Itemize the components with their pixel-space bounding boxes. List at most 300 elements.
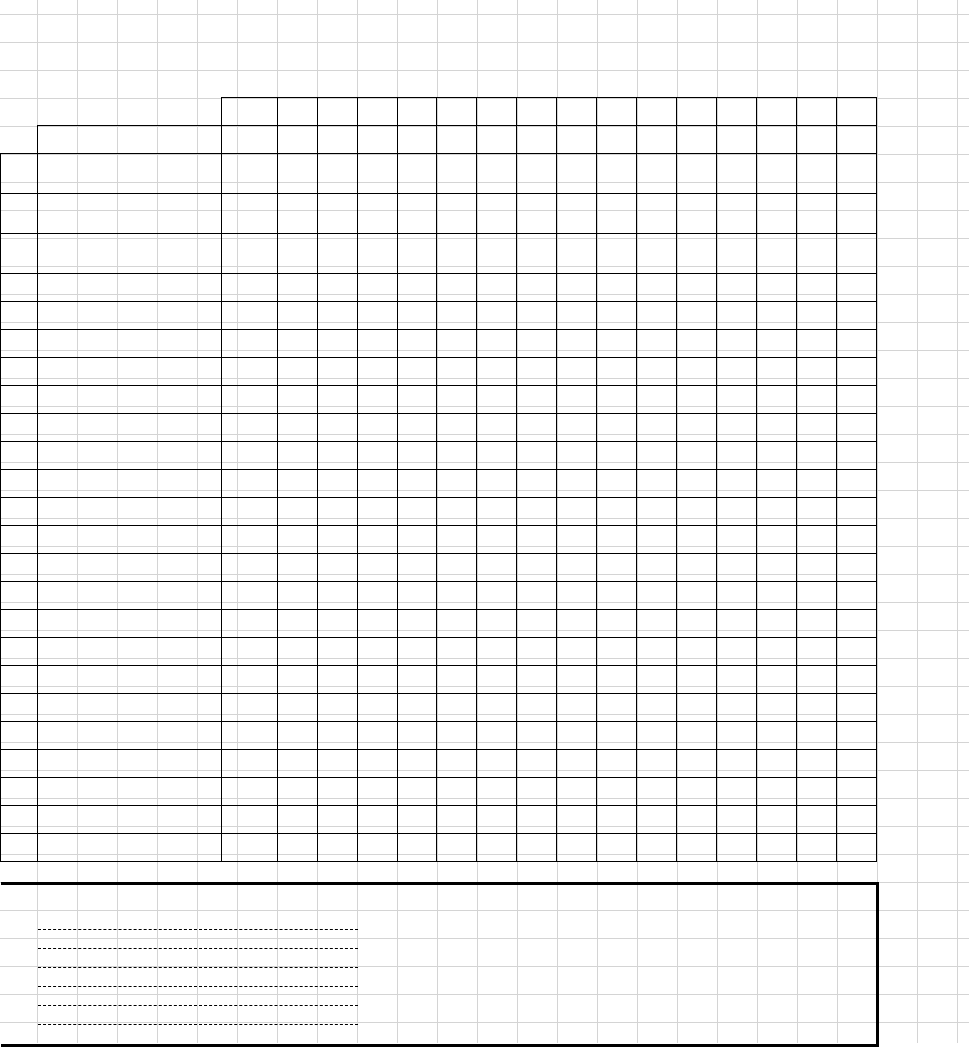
score-cell (517, 722, 557, 750)
score-cell (677, 330, 717, 358)
score-cell (637, 610, 677, 638)
name-cell (37, 194, 221, 234)
score-cell (837, 234, 877, 274)
score-cell (597, 442, 637, 470)
score-cell (797, 470, 837, 498)
score-cell (717, 806, 757, 834)
score-cell (317, 750, 357, 778)
score-cell (637, 154, 677, 194)
score-cell (477, 806, 517, 834)
rank-cell (1, 442, 38, 470)
score-cell (597, 610, 637, 638)
score-cell (557, 582, 597, 610)
mvp-table (0, 97, 969, 862)
score-cell (757, 694, 797, 722)
score-cell (717, 386, 757, 414)
name-cell (37, 470, 221, 498)
score-cell (397, 414, 437, 442)
header-spacer (876, 98, 968, 126)
score-cell (437, 694, 477, 722)
score-cell (477, 386, 517, 414)
score-cell (397, 834, 437, 862)
score-cell (357, 302, 397, 330)
score-cell (477, 274, 517, 302)
score-cell (317, 834, 357, 862)
table-row (1, 330, 969, 358)
score-cell (317, 234, 357, 274)
score-cell (397, 330, 437, 358)
total-cell (221, 414, 277, 442)
score-cell (277, 358, 317, 386)
score-cell (717, 526, 757, 554)
score-cell (637, 442, 677, 470)
score-cell (277, 234, 317, 274)
table-row (1, 526, 969, 554)
score-cell (757, 722, 797, 750)
note-cell (876, 498, 968, 526)
score-cell (517, 610, 557, 638)
rank-cell (1, 302, 38, 330)
score-cell (317, 498, 357, 526)
score-cell (477, 194, 517, 234)
score-cell (597, 666, 637, 694)
score-cell (277, 778, 317, 806)
page-title (85, 10, 165, 80)
note-cell (876, 610, 968, 638)
score-cell (517, 442, 557, 470)
score-cell (717, 722, 757, 750)
score-cell (357, 274, 397, 302)
name-cell (37, 414, 221, 442)
rank-cell (1, 358, 38, 386)
score-cell (397, 234, 437, 274)
table-row (1, 694, 969, 722)
score-cell (557, 778, 597, 806)
column-header-top (437, 98, 477, 126)
score-cell (317, 694, 357, 722)
score-cell (277, 154, 317, 194)
table-row (1, 750, 969, 778)
table-row (1, 582, 969, 610)
column-header-bottom (437, 126, 477, 154)
score-cell (757, 554, 797, 582)
score-cell (757, 834, 797, 862)
column-header-bottom (221, 126, 277, 154)
note-cell (876, 526, 968, 554)
score-cell (277, 442, 317, 470)
score-cell (797, 778, 837, 806)
score-cell (317, 154, 357, 194)
score-cell (557, 554, 597, 582)
score-cell (357, 526, 397, 554)
note-cell (876, 234, 968, 274)
score-cell (357, 154, 397, 194)
score-cell (317, 442, 357, 470)
score-cell (397, 554, 437, 582)
score-cell (557, 638, 597, 666)
name-cell (37, 750, 221, 778)
score-cell (277, 498, 317, 526)
score-cell (277, 330, 317, 358)
score-cell (397, 470, 437, 498)
score-cell (597, 358, 637, 386)
score-cell (757, 414, 797, 442)
total-cell (221, 302, 277, 330)
rank-cell (1, 722, 38, 750)
score-cell (717, 302, 757, 330)
score-cell (757, 582, 797, 610)
score-cell (277, 806, 317, 834)
score-cell (597, 638, 637, 666)
score-cell (317, 554, 357, 582)
name-cell (37, 498, 221, 526)
score-cell (677, 470, 717, 498)
score-cell (517, 582, 557, 610)
note-cell (876, 582, 968, 610)
score-cell (277, 610, 317, 638)
score-cell (757, 302, 797, 330)
score-cell (477, 302, 517, 330)
table-row (1, 638, 969, 666)
name-cell (37, 638, 221, 666)
score-cell (717, 358, 757, 386)
score-cell (637, 834, 677, 862)
score-cell (757, 666, 797, 694)
score-cell (677, 358, 717, 386)
note-cell (876, 154, 968, 194)
score-cell (677, 638, 717, 666)
score-cell (797, 154, 837, 194)
total-cell (221, 610, 277, 638)
score-cell (357, 750, 397, 778)
table-row (1, 274, 969, 302)
score-cell (837, 638, 877, 666)
score-cell (477, 694, 517, 722)
total-cell (221, 638, 277, 666)
score-cell (757, 610, 797, 638)
score-cell (597, 330, 637, 358)
total-cell (221, 330, 277, 358)
score-cell (597, 498, 637, 526)
total-cell (221, 694, 277, 722)
score-cell (437, 554, 477, 582)
score-cell (397, 778, 437, 806)
score-cell (397, 750, 437, 778)
table-row (1, 554, 969, 582)
column-header-top (221, 98, 277, 126)
table-row (1, 778, 969, 806)
column-header-top (637, 98, 677, 126)
score-cell (277, 274, 317, 302)
score-cell (397, 358, 437, 386)
score-cell (357, 442, 397, 470)
score-cell (597, 554, 637, 582)
table-row (1, 194, 969, 234)
score-cell (397, 694, 437, 722)
total-cell (221, 582, 277, 610)
column-header-top (717, 98, 757, 126)
score-cell (837, 330, 877, 358)
score-cell (717, 778, 757, 806)
score-cell (277, 750, 317, 778)
score-cell (797, 498, 837, 526)
score-cell (437, 806, 477, 834)
column-header-bottom (557, 126, 597, 154)
score-cell (477, 666, 517, 694)
rank-cell (1, 610, 38, 638)
score-cell (597, 386, 637, 414)
score-cell (597, 470, 637, 498)
score-cell (437, 442, 477, 470)
score-cell (317, 610, 357, 638)
score-cell (797, 554, 837, 582)
score-cell (677, 274, 717, 302)
score-cell (477, 330, 517, 358)
score-cell (357, 554, 397, 582)
table-row (1, 498, 969, 526)
score-cell (797, 386, 837, 414)
column-header-bottom (477, 126, 517, 154)
score-cell (557, 498, 597, 526)
score-cell (717, 834, 757, 862)
score-cell (717, 610, 757, 638)
score-cell (597, 526, 637, 554)
name-cell (37, 234, 221, 274)
column-header-bottom (677, 126, 717, 154)
total-cell (221, 386, 277, 414)
score-cell (797, 750, 837, 778)
score-cell (437, 666, 477, 694)
name-cell (37, 526, 221, 554)
column-header-bottom (397, 126, 437, 154)
total-cell (221, 750, 277, 778)
score-cell (677, 582, 717, 610)
score-cell (677, 750, 717, 778)
rank-cell (1, 414, 38, 442)
score-cell (557, 194, 597, 234)
score-cell (437, 834, 477, 862)
rank-cell (1, 386, 38, 414)
score-cell (637, 194, 677, 234)
score-cell (357, 330, 397, 358)
table-row (1, 470, 969, 498)
score-cell (437, 498, 477, 526)
score-cell (717, 154, 757, 194)
score-cell (437, 638, 477, 666)
score-cell (357, 358, 397, 386)
score-cell (837, 154, 877, 194)
score-cell (837, 498, 877, 526)
score-cell (437, 470, 477, 498)
score-cell (837, 694, 877, 722)
score-cell (557, 806, 597, 834)
score-cell (437, 358, 477, 386)
score-cell (797, 274, 837, 302)
name-cell (37, 358, 221, 386)
score-cell (637, 414, 677, 442)
score-cell (357, 234, 397, 274)
table-row (1, 610, 969, 638)
table-row (1, 358, 969, 386)
total-cell (221, 666, 277, 694)
name-cell (37, 154, 221, 194)
name-cell (37, 666, 221, 694)
score-cell (557, 330, 597, 358)
score-cell (757, 330, 797, 358)
note-cell (876, 386, 968, 414)
column-header-bottom (717, 126, 757, 154)
score-cell (717, 194, 757, 234)
score-cell (597, 806, 637, 834)
score-cell (517, 834, 557, 862)
column-header-top (277, 98, 317, 126)
score-cell (677, 442, 717, 470)
score-cell (317, 722, 357, 750)
score-cell (517, 358, 557, 386)
table-row (1, 414, 969, 442)
score-cell (837, 778, 877, 806)
score-cell (517, 234, 557, 274)
rank-cell (1, 582, 38, 610)
note-cell (876, 358, 968, 386)
note-cell (876, 806, 968, 834)
score-cell (477, 638, 517, 666)
score-cell (797, 638, 837, 666)
rank-cell (1, 638, 38, 666)
score-cell (677, 194, 717, 234)
score-cell (517, 526, 557, 554)
score-cell (277, 694, 317, 722)
score-cell (757, 750, 797, 778)
column-header-bottom (517, 126, 557, 154)
score-cell (437, 274, 477, 302)
score-cell (317, 386, 357, 414)
note-cell (876, 750, 968, 778)
score-cell (677, 154, 717, 194)
name-cell (37, 806, 221, 834)
name-cell (37, 554, 221, 582)
score-cell (517, 470, 557, 498)
score-cell (757, 442, 797, 470)
rank-cell (1, 234, 38, 274)
score-cell (517, 806, 557, 834)
score-cell (637, 330, 677, 358)
total-cell (221, 498, 277, 526)
rank-cell (1, 470, 38, 498)
column-header-bottom (357, 126, 397, 154)
score-cell (557, 386, 597, 414)
score-cell (437, 610, 477, 638)
score-cell (477, 414, 517, 442)
score-cell (557, 750, 597, 778)
rank-cell (1, 750, 38, 778)
column-header-top (837, 98, 877, 126)
score-cell (397, 666, 437, 694)
total-cell (221, 194, 277, 234)
score-cell (677, 722, 717, 750)
score-cell (437, 722, 477, 750)
score-cell (477, 154, 517, 194)
score-cell (437, 414, 477, 442)
score-cell (597, 302, 637, 330)
score-cell (797, 358, 837, 386)
column-header-top (597, 98, 637, 126)
score-cell (397, 610, 437, 638)
name-cell (37, 722, 221, 750)
note-cell (876, 274, 968, 302)
score-cell (557, 610, 597, 638)
score-cell (397, 582, 437, 610)
score-cell (837, 470, 877, 498)
score-cell (357, 694, 397, 722)
score-cell (637, 302, 677, 330)
table-row (1, 722, 969, 750)
score-cell (757, 234, 797, 274)
score-cell (437, 302, 477, 330)
score-cell (517, 778, 557, 806)
total-cell (221, 154, 277, 194)
score-cell (477, 750, 517, 778)
score-cell (277, 414, 317, 442)
score-cell (517, 414, 557, 442)
note-cell (876, 414, 968, 442)
total-cell (221, 442, 277, 470)
total-cell (221, 554, 277, 582)
table-row (1, 834, 969, 862)
note-cell (876, 778, 968, 806)
rank-cell (1, 806, 38, 834)
score-cell (837, 274, 877, 302)
score-cell (677, 610, 717, 638)
score-cell (837, 722, 877, 750)
score-cell (797, 666, 837, 694)
rank-cell (1, 834, 38, 862)
score-cell (557, 470, 597, 498)
score-cell (637, 386, 677, 414)
score-cell (797, 526, 837, 554)
score-cell (357, 610, 397, 638)
score-cell (597, 778, 637, 806)
score-cell (517, 386, 557, 414)
rank-cell (1, 666, 38, 694)
score-cell (597, 750, 637, 778)
score-cell (557, 414, 597, 442)
column-header-top (557, 98, 597, 126)
name-cell (37, 442, 221, 470)
score-cell (317, 778, 357, 806)
score-cell (677, 694, 717, 722)
score-cell (797, 582, 837, 610)
table-row (1, 442, 969, 470)
score-cell (477, 834, 517, 862)
score-cell (557, 154, 597, 194)
score-cell (437, 750, 477, 778)
score-cell (357, 498, 397, 526)
score-cell (717, 582, 757, 610)
rule-item (38, 949, 358, 968)
score-cell (557, 234, 597, 274)
table-row (1, 806, 969, 834)
score-cell (357, 806, 397, 834)
score-cell (317, 330, 357, 358)
score-cell (637, 722, 677, 750)
name-cell (37, 330, 221, 358)
name-cell (37, 386, 221, 414)
score-cell (757, 470, 797, 498)
rule-item (38, 987, 358, 1006)
total-cell (221, 778, 277, 806)
score-cell (277, 302, 317, 330)
